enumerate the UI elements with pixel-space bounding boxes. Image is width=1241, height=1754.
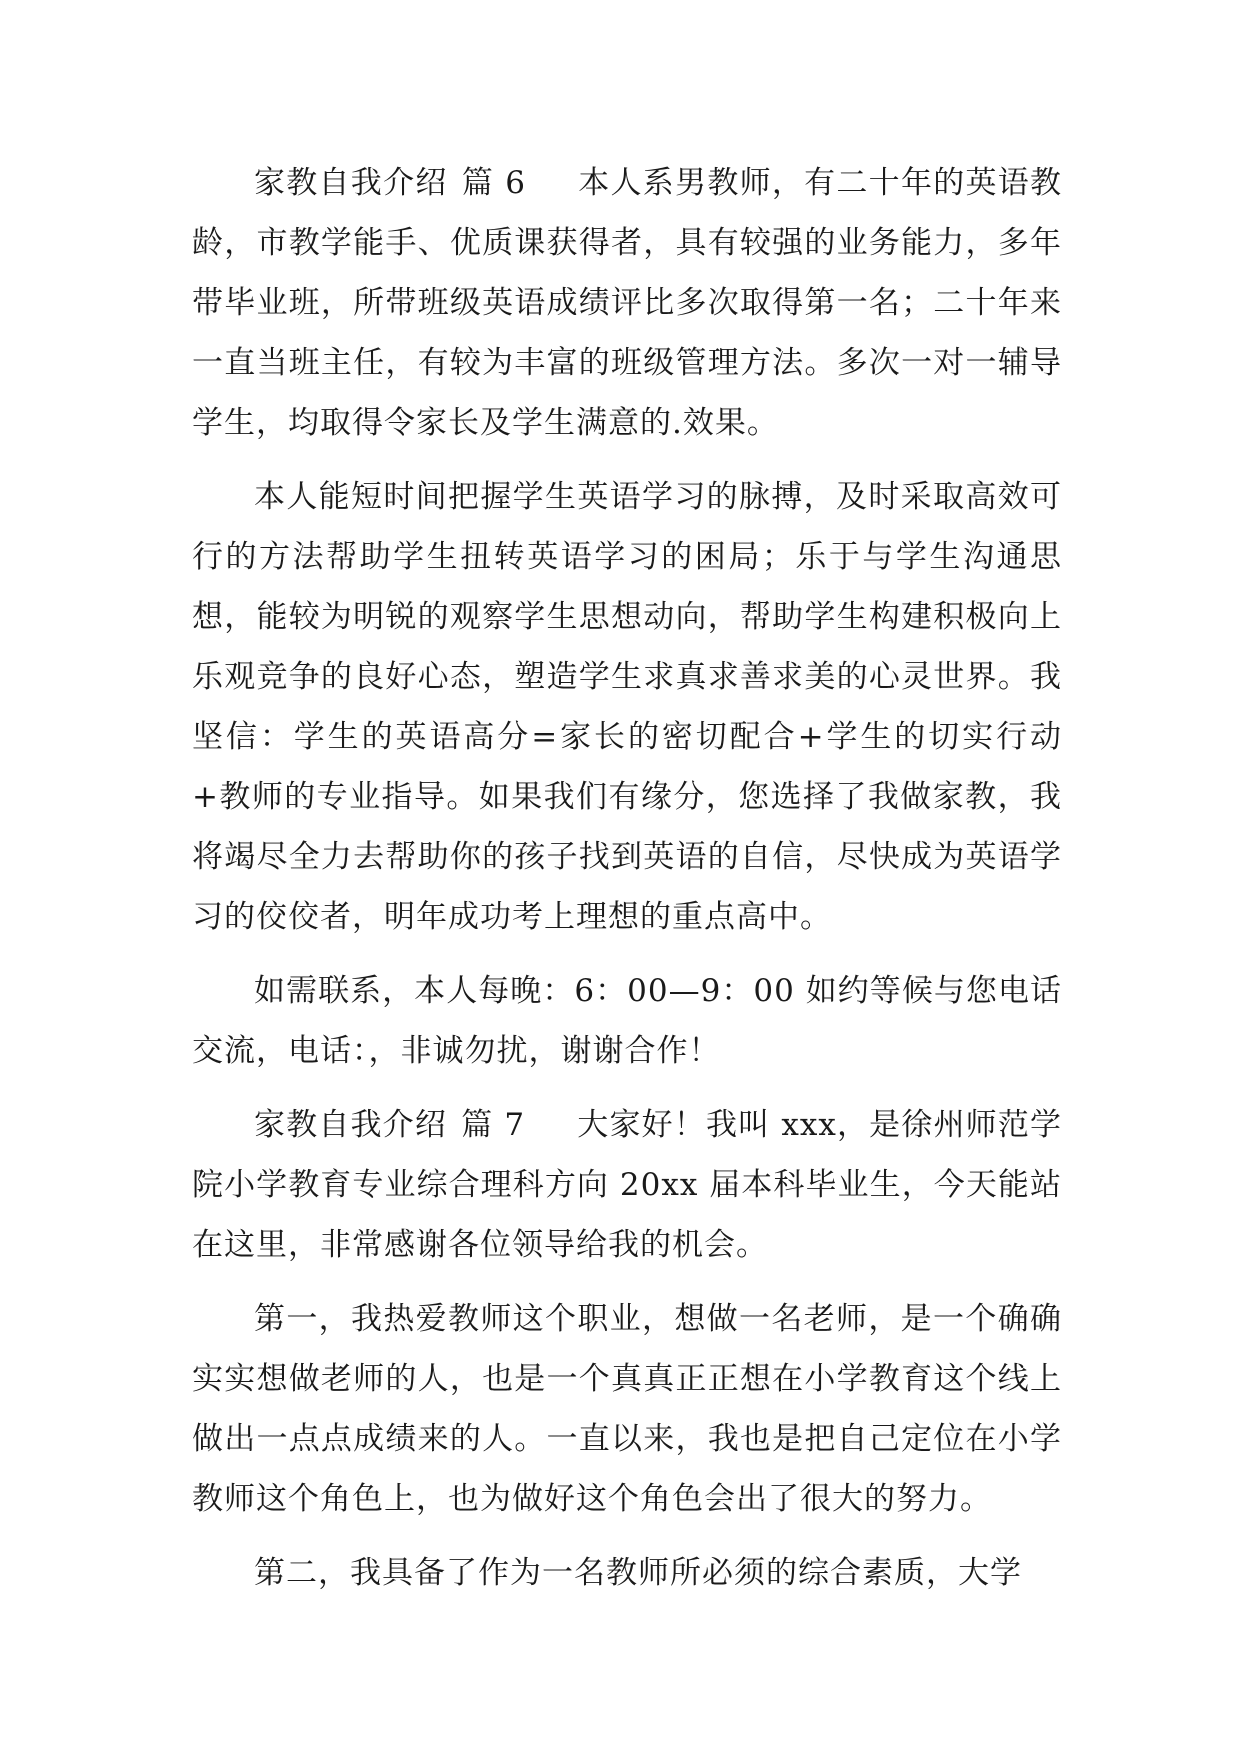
section-7-paragraph-1: 第一，我热爱教师这个职业，想做一名老师，是一个确确实实想做老师的人，也是一个真真正正想在小学教育这个线上做出一点点成绩来的人。一直以来，我也是把自己定位在小学教师这个角色上，也为做好这个角色会出了很大的努力。 xyxy=(192,1301,1062,1517)
section-6-lead-text: 本人系男教师，有二十年的英语教龄，市教学能手、优质课获得者，具有较强的业务能力，多年带毕业班，所带班级英语成绩评比多次取得第一名；二十年来一直当班主任，有较为丰富的班级管理方法。多次一对一辅导学生，均取得令家长及学生满意的.效果。 xyxy=(192,165,1063,441)
section-7-lead-text: 大家好！我叫 xxx，是徐州师范学院小学教育专业综合理科方向 20xx 届本科毕业生，今天能站在这里，非常感谢各位领导给我的机会。 xyxy=(192,1107,1062,1263)
section-6-paragraph-2: 如需联系，本人每晚：6：00—9：00 如约等候与您电话交流，电话：，非诚勿扰，谢谢合作！ xyxy=(192,973,1062,1069)
section-7-intro-paragraph xyxy=(192,1095,1062,1275)
section-7-paragraph-2: 第二，我具备了作为一名教师所必须的综合素质，大学 xyxy=(254,1555,1022,1591)
section-6-paragraph-1: 本人能短时间把握学生英语学习的脉搏，及时采取高效可行的方法帮助学生扭转英语学习的困局；乐于与学生沟通思想，能较为明锐的观察学生思想动向，帮助学生构建积极向上乐观竞争的良好心态，塑造学生求真求善求美的心灵世界。我坚信：学生的英语高分=家长的密切配合+学生的切实行动+教师的专业指导。如果我们有缘分，您选择了我做家教，我将竭尽全力去帮助你的孩子找到英语的自信，尽快成为英语学习的佼佼者，明年成功考上理想的重点高中。 xyxy=(192,479,1062,935)
section-6-heading: 家教自我介绍 xyxy=(254,165,448,201)
section-6-intro-paragraph xyxy=(192,153,1062,453)
section-7-heading: 家教自我介绍 xyxy=(254,1107,448,1143)
section-6-number: 篇 6 xyxy=(461,165,526,201)
document-body xyxy=(192,153,1062,1617)
section-7-number: 篇 7 xyxy=(461,1107,526,1143)
